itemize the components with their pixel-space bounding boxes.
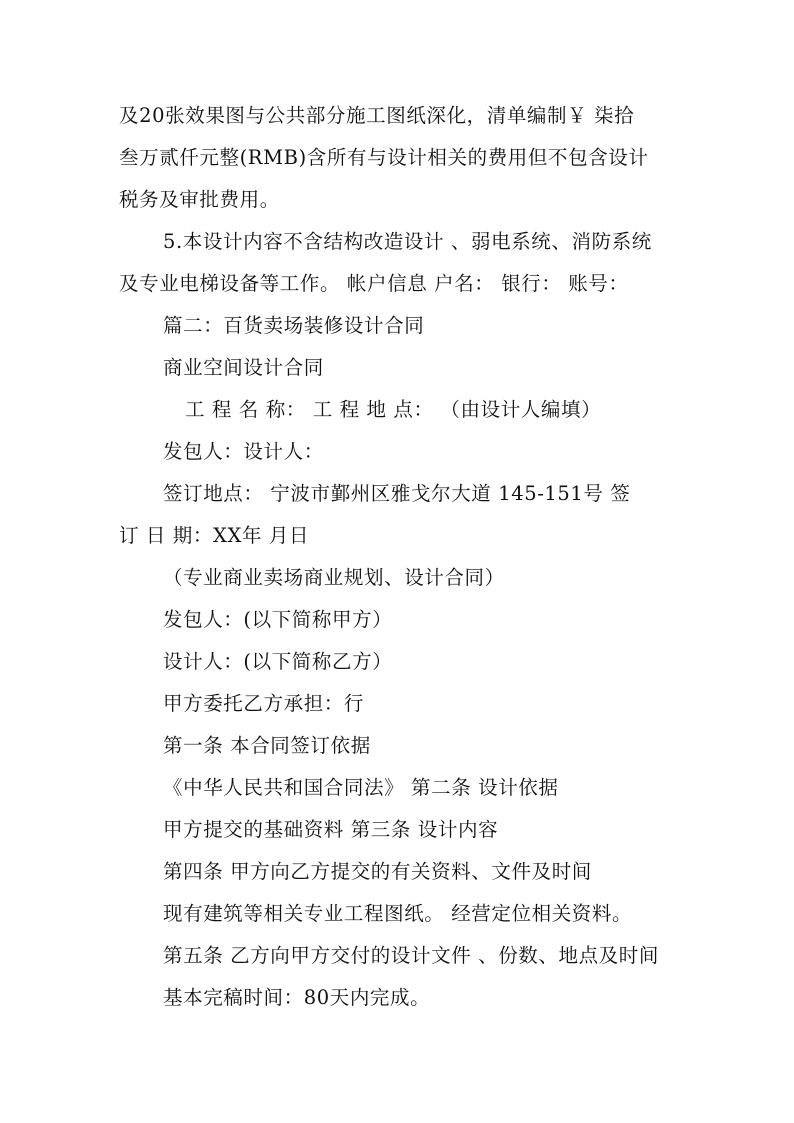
article-2-line: 《中华人民共和国合同法》 第二条 设计依据 (163, 776, 559, 799)
section-heading: 篇二：百货卖场装修设计合同 (163, 314, 425, 337)
commission-line: 甲方委托乙方承担：行 (163, 692, 365, 715)
contract-title: 商业空间设计合同 (163, 356, 324, 379)
completion-time-line: 基本完稿时间：80天内完成。 (163, 986, 431, 1009)
signing-place-line: 签订地点： 宁波市鄞州区雅戈尔大道 145-151号 签 (163, 482, 631, 505)
text-line-2: 叁万贰仟元整(RMB)含所有与设计相关的费用但不包含设计 (119, 146, 649, 169)
article-4-line: 第四条 甲方向乙方提交的有关资料、文件及时间 (163, 860, 592, 883)
party-a-line: 发包人：(以下简称甲方） (163, 608, 393, 631)
party-b-line: 设计人：(以下简称乙方） (163, 650, 393, 673)
text-line-4: 5.本设计内容不含结构改造设计 、弱电系统、消防系统 (163, 230, 652, 253)
contract-subtitle: （专业商业卖场商业规划、设计合同） (163, 566, 505, 589)
project-info-line: 工 程 名 称： 工 程 地 点： （由设计人编填） (185, 398, 602, 421)
text-line-3: 税务及审批费用。 (119, 188, 280, 211)
parties-line: 发包人：设计人： (163, 440, 324, 463)
article-5-line: 第五条 乙方向甲方交付的设计文件 、份数、地点及时间 (163, 944, 659, 967)
article-4-detail-line: 现有建筑等相关专业工程图纸。 经营定位相关资料。 (163, 902, 633, 925)
article-1-line: 第一条 本合同签订依据 (163, 734, 371, 757)
text-line-1: 及20张效果图与公共部分施工图纸深化，清单编制￥ 柒拾 (119, 104, 635, 127)
article-3-line: 甲方提交的基础资料 第三条 设计内容 (163, 818, 499, 841)
text-line-5: 及专业电梯设备等工作。 帐户信息 户名： 银行： 账号： (119, 272, 629, 295)
signing-date-line: 订 日 期：XX年 月日 (119, 524, 310, 547)
